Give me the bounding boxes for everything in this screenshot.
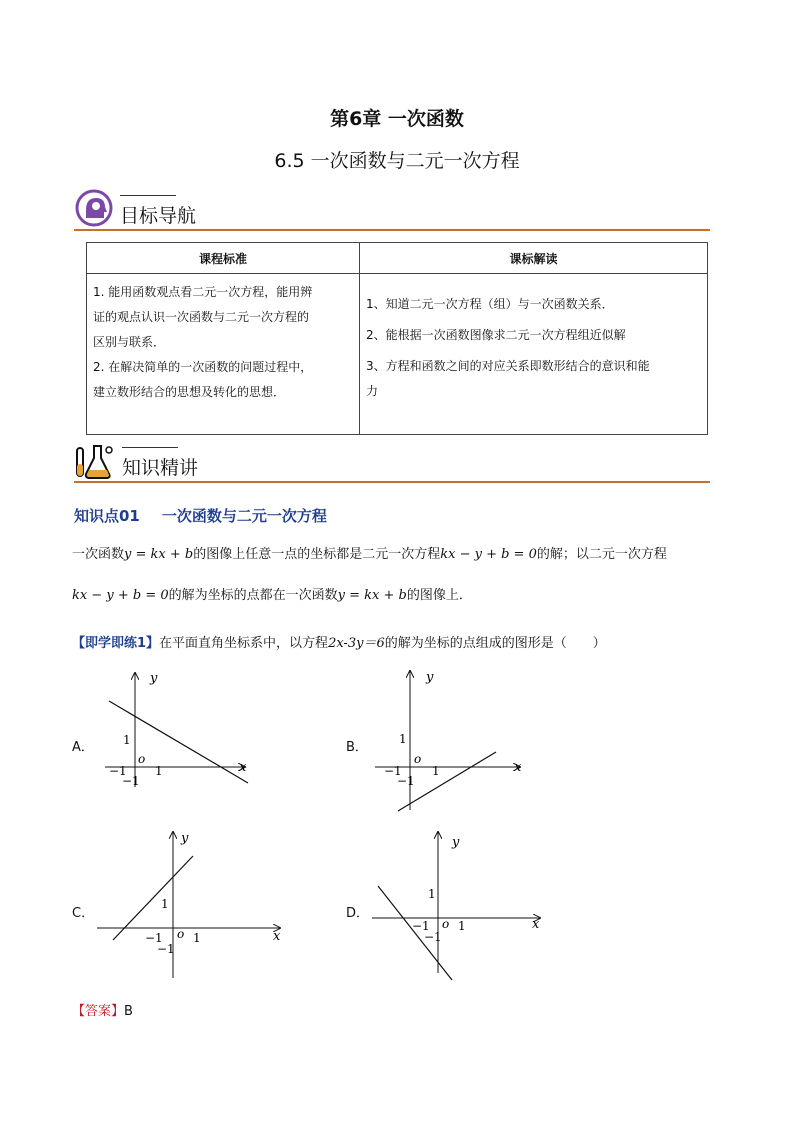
answer-value: B bbox=[124, 1004, 133, 1019]
table-cell-interpretation bbox=[360, 274, 708, 435]
standard-line: 2. 在解决简单的一次函数的问题过程中， bbox=[93, 360, 313, 374]
formula: y = kx + b bbox=[124, 547, 194, 562]
interpretation-line: 2、能根据一次函数图像求二元一次方程组近似解 bbox=[366, 328, 626, 342]
option-d-label[interactable]: D． bbox=[346, 906, 370, 921]
option-b-label[interactable]: B． bbox=[346, 740, 368, 755]
x-axis-label: x bbox=[532, 917, 540, 932]
y-tick-label: 1 bbox=[399, 732, 407, 746]
y-axis-label: y bbox=[452, 835, 460, 850]
knowledge-paragraph-2 bbox=[72, 586, 732, 606]
formula: kx − y + b = 0 bbox=[440, 547, 537, 562]
text: 的图像上． bbox=[406, 588, 472, 603]
section-banner-knowledge bbox=[74, 440, 710, 484]
text: 的解为坐标的点组成的图形是（ ） bbox=[384, 636, 606, 651]
text: 一次函数 bbox=[72, 547, 125, 562]
goal-table bbox=[86, 242, 708, 435]
interpretation-line: 3、方程和函数之间的对应关系即数形结合的意识和能 bbox=[366, 359, 650, 373]
section-title: 6.5 一次函数与二元一次方程 bbox=[274, 150, 520, 172]
section-banner-goals bbox=[74, 188, 710, 232]
y-tick-label: −1 bbox=[424, 930, 442, 944]
graph-option-b[interactable] bbox=[370, 665, 530, 815]
standard-line: 区别与联系． bbox=[93, 335, 166, 349]
origin-label: o bbox=[138, 752, 146, 766]
answer-line bbox=[72, 1000, 133, 1019]
chapter-title: 第6章 一次函数 bbox=[330, 108, 464, 130]
option-a-label[interactable]: A． bbox=[72, 740, 94, 755]
y-tick-label: −1 bbox=[122, 774, 140, 788]
table-header-standard: 课程标准 bbox=[87, 243, 360, 274]
section-label-goals: 目标导航 bbox=[120, 205, 197, 227]
x-tick-label: 1 bbox=[458, 919, 466, 933]
answer-tag: 【答案】 bbox=[72, 1004, 125, 1019]
formula: kx − y + b = 0 bbox=[72, 588, 169, 603]
graph-option-c[interactable] bbox=[95, 828, 285, 988]
text: 的图像上任意一点的坐标都是二元一次方程 bbox=[193, 547, 441, 562]
x-axis-label: x bbox=[239, 760, 247, 775]
x-tick-label: −1 bbox=[412, 919, 430, 933]
flask-icon bbox=[74, 442, 116, 480]
x-axis-label: x bbox=[273, 929, 281, 944]
exercise-tag: 【即学即练1】 bbox=[72, 636, 160, 651]
y-axis-label: y bbox=[426, 670, 434, 685]
option-c-label[interactable]: C． bbox=[72, 906, 95, 921]
exercise-question bbox=[72, 632, 606, 651]
y-tick-label: −1 bbox=[157, 942, 175, 956]
standard-line: 1. 能用函数观点看二元一次方程，能用辨 bbox=[93, 285, 313, 299]
text: 的解为坐标的点都在一次函数 bbox=[168, 588, 338, 603]
x-tick-label: −1 bbox=[145, 931, 163, 945]
x-tick-label: 1 bbox=[193, 931, 201, 945]
interpretation-line: 力 bbox=[366, 384, 379, 398]
interpretation-line: 1、知道二元一次方程（组）与一次函数关系． bbox=[366, 297, 614, 311]
standard-line: 建立数形结合的思想及转化的思想． bbox=[93, 385, 286, 399]
x-axis-label: x bbox=[514, 760, 522, 775]
standard-line: 证的观点认识一次函数与二元一次方程的 bbox=[93, 310, 310, 324]
table-header-interpretation: 课标解读 bbox=[360, 243, 708, 274]
text: 在平面直角坐标系中，以方程 bbox=[159, 636, 329, 651]
origin-label: o bbox=[442, 917, 450, 931]
y-tick-label: −1 bbox=[397, 774, 415, 788]
formula: y = kx + b bbox=[337, 588, 407, 603]
graph-option-d[interactable] bbox=[370, 828, 550, 988]
graph-option-a[interactable] bbox=[95, 665, 255, 790]
equation: 2x-3y＝6 bbox=[328, 636, 385, 651]
x-tick-label: −1 bbox=[384, 764, 402, 778]
y-axis-label: y bbox=[150, 671, 158, 686]
knowledge-point-heading bbox=[74, 505, 327, 526]
y-tick-label: 1 bbox=[123, 733, 131, 747]
knowledge-paragraph bbox=[72, 545, 732, 565]
knowledge-point-title: 一次函数与二元一次方程 bbox=[161, 507, 327, 525]
table-cell-standard bbox=[87, 274, 360, 435]
x-tick-label: 1 bbox=[432, 764, 440, 778]
y-tick-label: 1 bbox=[161, 897, 169, 911]
origin-label: o bbox=[177, 927, 185, 941]
knowledge-point-label: 知识点01 bbox=[74, 507, 140, 525]
text: 的解；以二元一次方程 bbox=[536, 547, 667, 562]
x-tick-label: 1 bbox=[155, 764, 163, 778]
brain-head-icon bbox=[74, 188, 114, 228]
x-tick-label: −1 bbox=[109, 764, 127, 778]
origin-label: o bbox=[414, 752, 422, 766]
y-axis-label: y bbox=[181, 831, 189, 846]
section-label-knowledge: 知识精讲 bbox=[122, 457, 199, 479]
y-tick-label: 1 bbox=[428, 887, 436, 901]
